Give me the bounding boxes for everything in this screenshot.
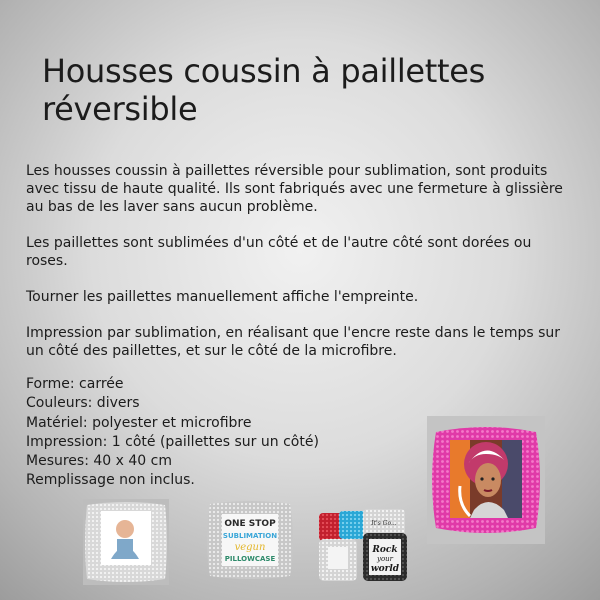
spec-printing: Impression: 1 côté (paillettes sur un côté) bbox=[26, 433, 319, 450]
specifications-list bbox=[26, 375, 319, 491]
cushion-assortment-image bbox=[317, 509, 411, 584]
text-cushion-illustration bbox=[204, 498, 296, 582]
pillow-text-line4: PILLOWCASE bbox=[224, 555, 276, 563]
sublimation-text-cushion-image bbox=[204, 498, 296, 582]
description bbox=[26, 162, 574, 360]
baby-cushion-illustration bbox=[83, 499, 169, 585]
pink-cushion-illustration bbox=[430, 424, 542, 536]
group-text-your: your bbox=[376, 555, 394, 563]
baby-photo-cushion-image bbox=[83, 499, 169, 585]
pillow-text-line3: vegun bbox=[234, 542, 266, 553]
paragraph-2: Les paillettes sont sublimées d'un côté et de l'autre côté sont dorées ou roses. bbox=[26, 235, 532, 269]
paragraph-3: Tourner les paillettes manuellement affiche l'empreinte. bbox=[26, 289, 419, 305]
pink-sequin-cushion-image bbox=[427, 416, 545, 544]
spec-material: Matériel: polyester et microfibre bbox=[26, 414, 252, 431]
pillow-text-line1: ONE STOP bbox=[224, 519, 276, 529]
group-small-text: It's Go... bbox=[371, 520, 397, 527]
spec-colors: Couleurs: divers bbox=[26, 395, 140, 412]
group-text-rock: Rock bbox=[372, 545, 398, 555]
title-line-2: réversible bbox=[42, 90, 198, 128]
pillow-text-line2: SUBLIMATION bbox=[222, 532, 278, 540]
cushion-group-illustration bbox=[317, 509, 411, 584]
title-line-1: Housses coussin à paillettes bbox=[42, 52, 486, 90]
paragraph-1: Les housses coussin à paillettes réversible pour sublimation, sont produits avec tissu de haute qualité. Ils sont fabriqués avec une fermeture à glissière au bas de les laver sans aucun problème. bbox=[26, 163, 563, 215]
spec-filling: Remplissage non inclus. bbox=[26, 472, 195, 489]
page-title bbox=[42, 52, 562, 128]
spec-size: Mesures: 40 x 40 cm bbox=[26, 453, 172, 470]
group-text-world: world bbox=[370, 564, 400, 574]
spec-shape: Forme: carrée bbox=[26, 376, 124, 392]
paragraph-4: Impression par sublimation, en réalisant que l'encre reste dans le temps sur un côté des paillettes, et sur le côté de la microfibre. bbox=[26, 325, 561, 359]
